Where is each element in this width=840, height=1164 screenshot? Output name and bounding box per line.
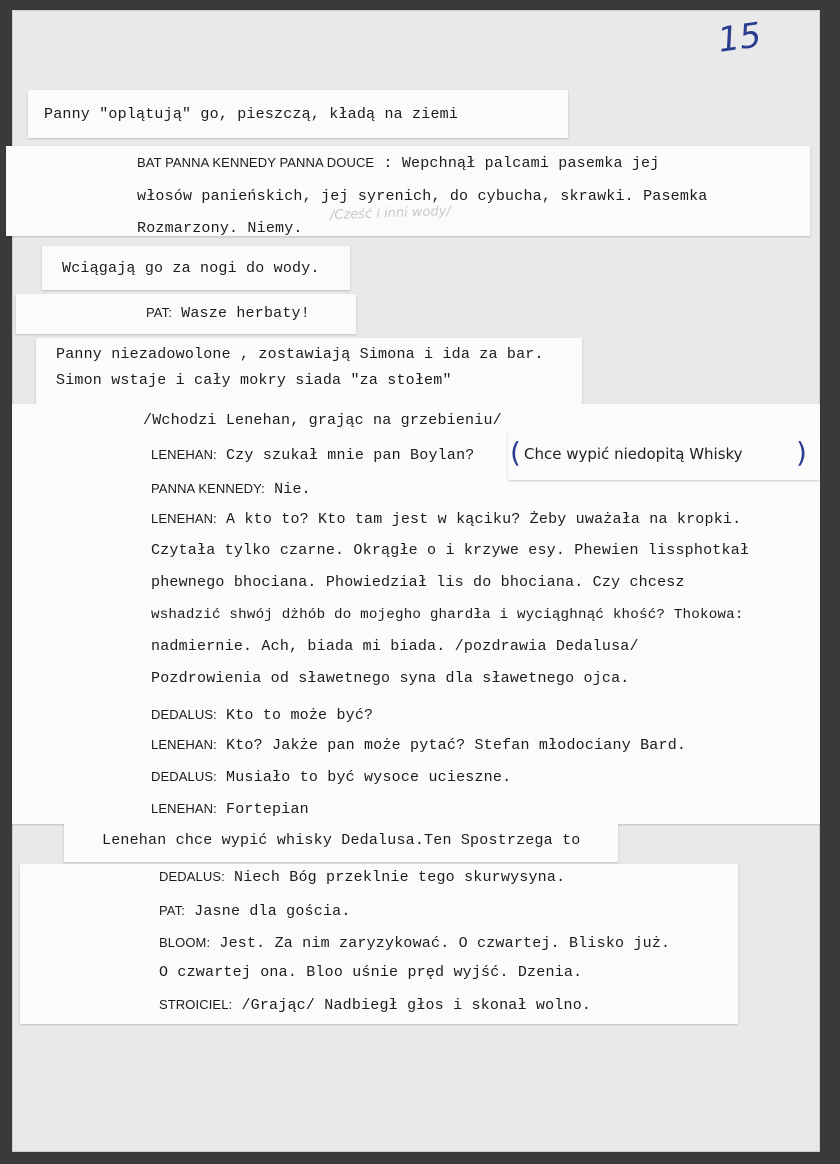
handwritten-paren-open: (: [510, 436, 521, 469]
handwritten-note-text: Chce wypić niedopitą Whisky: [524, 445, 743, 463]
stage-direction-strip-1: [28, 90, 568, 138]
stage-direction-text: Panny "oplątują" go, pieszczą, kładą na ziemi: [44, 106, 459, 123]
dialogue-line: [146, 304, 310, 323]
dialogue-line: [137, 154, 659, 173]
stage-direction-text: /Wchodzi Lenehan, grając na grzebieniu/: [143, 412, 502, 429]
dialogue-text: /Grając/ Nadbiegł głos i skonał wolno.: [232, 997, 592, 1014]
stage-direction-text: Lenehan chce wypić whisky Dedalusa.Ten Spostrzega to: [102, 832, 581, 849]
dialogue-text: Kto to może być?: [216, 707, 374, 724]
speaker-name: STROICIEL:: [159, 997, 233, 1012]
handwritten-note-strip: [508, 432, 820, 480]
dialogue-line: [159, 868, 565, 887]
dialogue-line: włosów panieńskich, jej syrenich, do cybucha, skrawki. Pasemka: [137, 188, 708, 205]
dialogue-text: : Wepchnął palcami pasemka jej: [374, 155, 660, 172]
dialogue-text: Fortepian: [216, 801, 309, 818]
dialogue-text: Wasze herbaty!: [171, 305, 310, 322]
speaker-name: LENEHAN:: [151, 511, 217, 526]
speaker-name: PANNA KENNEDY:: [151, 481, 265, 496]
dialogue-line: [159, 934, 670, 953]
page-number: 15: [715, 15, 764, 61]
dialogue-text: Musiało to być wysoce ucieszne.: [216, 769, 512, 786]
dialogue-line: phewnego bhociana. Phowiedział lis do bhociana. Czy chcesz: [151, 574, 685, 591]
speaker-name: LENEHAN:: [151, 447, 217, 462]
dialogue-text: Jasne dla gościa.: [184, 903, 351, 920]
dialogue-line: Czytała tylko czarne. Okrągłe o i krzywe esy. Phewien lissphotkał: [151, 542, 750, 559]
stage-direction-strip-3: [36, 338, 582, 408]
dialogue-text: A kto to? Kto tam jest w kąciku? Żeby uważała na kropki.: [216, 511, 742, 528]
dialogue-line: Rozmarzony. Niemy.: [137, 220, 303, 237]
speaker-name: BAT PANNA KENNEDY PANNA DOUCE: [137, 155, 375, 170]
dialogue-line: [151, 446, 474, 465]
dialogue-line: [159, 996, 591, 1015]
dialogue-strip-3: [20, 864, 738, 1024]
dialogue-strip-2: [16, 294, 356, 334]
dialogue-line: [151, 706, 373, 725]
dialogue-line: [151, 480, 311, 499]
speaker-name: BLOOM:: [159, 935, 211, 950]
dialogue-text: Nie.: [264, 481, 311, 498]
faint-annotation: /Cześć i inni wody/: [329, 203, 452, 224]
dialogue-line: O czwartej ona. Bloo uśnie pręd wyjść. Dzenia.: [159, 964, 583, 981]
dialogue-line: Pozdrowienia od sławetnego syna dla sławetnego ojca.: [151, 670, 630, 687]
dialogue-text: Kto? Jakże pan może pytać? Stefan młodociany Bard.: [216, 737, 687, 754]
speaker-name: DEDALUS:: [159, 869, 225, 884]
handwritten-paren-close: ): [796, 436, 807, 469]
speaker-name: DEDALUS:: [151, 707, 217, 722]
speaker-name: PAT:: [159, 903, 185, 918]
speaker-name: PAT:: [146, 305, 172, 320]
dialogue-line: [151, 510, 741, 529]
dialogue-text: Jest. Za nim zaryzykować. O czwartej. Blisko już.: [210, 935, 671, 952]
stage-direction-text: Panny niezadowolone , zostawiają Simona i ida za bar.: [56, 346, 544, 363]
speaker-name: LENEHAN:: [151, 737, 217, 752]
speaker-name: DEDALUS:: [151, 769, 217, 784]
dialogue-text: Niech Bóg przeklnie tego skurwysyna.: [224, 869, 566, 886]
stage-direction-text: Wciągają go za nogi do wody.: [62, 260, 320, 277]
speaker-name: LENEHAN:: [151, 801, 217, 816]
dialogue-strip-1: [6, 146, 810, 236]
stage-direction-strip-2: [42, 246, 350, 290]
dialogue-line: nadmiernie. Ach, biada mi biada. /pozdrawia Dedalusa/: [151, 638, 639, 655]
dialogue-line: wshadzić shwój dżhób do mojegho ghardła i wyciąghnąć khość? Thokowa:: [151, 607, 744, 623]
stage-direction-strip-4: [64, 822, 618, 862]
dialogue-line: [159, 902, 351, 921]
dialogue-text: Czy szukał mnie pan Boylan?: [216, 447, 475, 464]
dialogue-line: [151, 736, 686, 755]
dialogue-line: [151, 800, 309, 819]
stage-direction-text: Simon wstaje i cały mokry siada "za stołem": [56, 372, 452, 389]
dialogue-line: [151, 768, 511, 787]
